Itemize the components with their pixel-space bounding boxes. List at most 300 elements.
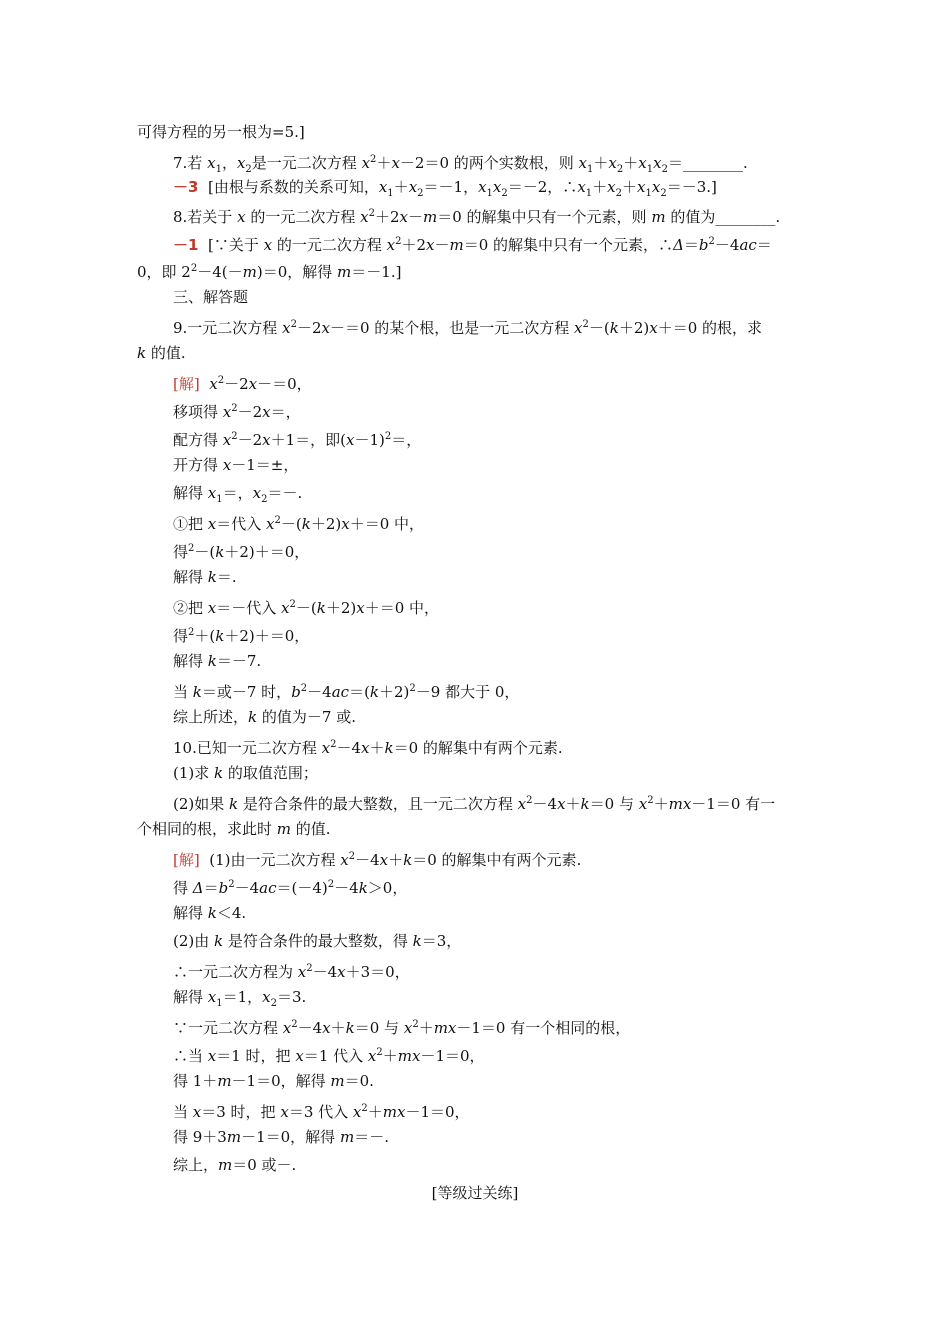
text-segment: 2 (376, 1047, 383, 1058)
text-segment: m (217, 1072, 232, 1090)
text-segment: ＝3 代入 (288, 1103, 353, 1121)
text-segment: 2 (188, 627, 195, 638)
text-segment: ， (221, 154, 237, 172)
text-segment: x (248, 375, 258, 393)
text-segment: (1)由一元二次方程 (199, 851, 341, 869)
text-segment: x (378, 178, 388, 196)
text-segment: k (345, 1019, 355, 1037)
text-segment: －9 都大于 0， (415, 683, 520, 701)
text-segment: 2 (231, 431, 238, 442)
text-segment: 得 (173, 543, 189, 561)
text-segment: x (492, 178, 502, 196)
text-line (173, 1127, 389, 1147)
text-segment: ①把 (173, 515, 208, 533)
text-segment: x (517, 795, 527, 813)
text-segment (200, 375, 210, 393)
text-segment: ＝1， (222, 988, 263, 1006)
text-segment: ＋＝0 的根，求 (657, 319, 763, 337)
text-segment: x (280, 1103, 289, 1121)
text-segment: x (281, 599, 290, 617)
text-segment: ＝， (222, 484, 253, 502)
text-segment: m (337, 263, 352, 281)
text-segment: 三、解答题 (173, 288, 249, 306)
text-segment: ＋ (369, 739, 385, 757)
text-segment: 2 (300, 683, 308, 694)
text-segment: (1)求 (173, 764, 215, 782)
text-segment: x (578, 154, 587, 172)
text-segment: (2)如果 (173, 795, 230, 813)
text-segment: k (248, 708, 258, 726)
text-line (173, 455, 298, 475)
text-segment: x (341, 515, 350, 533)
text-line (173, 483, 302, 510)
text-segment: k (316, 599, 326, 617)
text-segment: x (282, 1019, 292, 1037)
text-line (173, 399, 301, 422)
text-segment: 9.一元二次方程 (173, 319, 283, 337)
text-segment: x (653, 154, 662, 172)
text-segment: m (339, 1128, 355, 1146)
text-segment: 1 (587, 164, 594, 175)
text-segment: 2 (245, 164, 252, 175)
text-segment: 0，即 2 (137, 263, 191, 281)
text-segment: k (384, 739, 394, 757)
text-segment: k (229, 795, 239, 813)
text-segment: ＋ (565, 795, 581, 813)
text-segment: ＋ (623, 154, 639, 172)
text-segment: x (352, 1103, 362, 1121)
text-segment: ＋ (376, 154, 392, 172)
text-segment: 得 1＋ (173, 1072, 218, 1090)
text-segment: k (214, 764, 224, 782)
text-segment: [解] (173, 375, 200, 393)
text-segment: －4 (532, 795, 558, 813)
text-segment: －1＝0，解得 (241, 1128, 340, 1146)
text-segment: x (207, 515, 217, 533)
text-segment: k (214, 932, 224, 950)
text-segment: k (609, 319, 619, 337)
text-segment: mx (668, 795, 692, 813)
text-segment: k (215, 627, 225, 645)
text-line (173, 791, 775, 814)
text-segment: 2 (306, 963, 313, 974)
text-segment: 7.若 (173, 154, 208, 172)
text-line (173, 511, 424, 534)
text-segment: 2 (395, 236, 402, 247)
text-line (173, 204, 780, 227)
text-segment: －( (280, 515, 302, 533)
text-segment: (2)由 (173, 932, 215, 950)
text-segment: x (608, 154, 617, 172)
text-segment: 得 (173, 879, 193, 897)
text-segment: 1 (486, 188, 493, 199)
text-segment: m (422, 208, 438, 226)
text-segment: x (207, 1047, 217, 1065)
text-segment: 2 (327, 879, 335, 890)
text-segment: ＋2) (618, 319, 650, 337)
text-segment: ac (739, 236, 757, 254)
text-segment: 当 (173, 1103, 193, 1121)
text-segment: ＋2)＋＝0， (224, 543, 310, 561)
text-segment: 2 (361, 1103, 368, 1114)
text-segment: ＝－1.] (351, 263, 402, 281)
text-segment: ＋ (393, 178, 409, 196)
text-segment: ＝或－7 时， (201, 683, 292, 701)
text-segment: 的一元二次方程 (272, 236, 387, 254)
text-segment: x (321, 319, 330, 337)
text-segment: x (252, 484, 262, 502)
text-segment: x (321, 739, 331, 757)
text-segment: 2 (291, 1019, 298, 1030)
text-segment: ＝， (270, 403, 301, 421)
text-segment: 解得 (173, 484, 208, 502)
text-segment: ＋2) (310, 515, 342, 533)
text-segment: －4 (714, 236, 740, 254)
text-segment: 得 9＋3 (173, 1128, 227, 1146)
text-segment: x (426, 236, 435, 254)
text-segment: x (638, 154, 647, 172)
text-segment: ＋2) (379, 683, 410, 701)
text-segment: ＋1＝，即( (270, 431, 347, 449)
text-segment: 的一元二次方程 (245, 208, 361, 226)
text-segment: 2 (660, 188, 667, 199)
text-segment: 可得方程的另一根为=5.] (137, 123, 305, 141)
text-segment: －1＝0， (420, 1047, 485, 1065)
text-segment: 2 (501, 188, 508, 199)
text-segment: ＋2) (325, 599, 357, 617)
text-segment: －＝0 的某个根，也是一元二次方程 (329, 319, 575, 337)
text-segment: x (192, 1103, 202, 1121)
text-segment: k (369, 683, 380, 701)
text-segment: ＝3 时，把 (201, 1103, 281, 1121)
text-segment: ＝－3.] (666, 178, 717, 196)
text-line (137, 819, 331, 839)
text-segment: ＝0 或－. (232, 1156, 297, 1174)
text-segment: －2 (224, 375, 249, 393)
text-segment: x (478, 178, 487, 196)
text-segment: x (207, 154, 216, 172)
text-segment: m (226, 1128, 242, 1146)
text-line (137, 259, 401, 282)
text-segment: mx (397, 1047, 421, 1065)
text-segment: －2＝0 的两个实数根，则 (399, 154, 579, 172)
text-segment: x (266, 515, 275, 533)
text-line (173, 903, 246, 923)
text-segment: x (207, 484, 217, 502)
text-segment: ＋＝0 中， (349, 515, 425, 533)
text-line (173, 595, 439, 618)
text-line (173, 763, 318, 783)
text-segment: －4 (334, 879, 359, 897)
text-segment: －1＝0 有一个相同的根， (456, 1019, 631, 1037)
text-segment: [由根与系数的关系可知， (198, 178, 379, 196)
text-segment: － (407, 208, 423, 226)
text-segment: m (218, 1156, 233, 1174)
text-segment: 2 (384, 431, 392, 442)
text-segment: －1) (354, 431, 385, 449)
text-segment: m (242, 263, 257, 281)
text-segment: ＋3＝0， (345, 963, 410, 981)
text-segment: k (358, 879, 368, 897)
text-line (173, 232, 772, 255)
text-line (173, 987, 306, 1014)
text-segment: ＝________. (667, 154, 748, 172)
text-segment: －4 (336, 739, 362, 757)
text-segment: x (337, 963, 346, 981)
text-segment: ＋ (622, 178, 638, 196)
text-segment: x (209, 375, 218, 393)
text-segment: ＝ (756, 236, 772, 254)
text-line (173, 539, 309, 562)
text-segment: 解得 (173, 904, 208, 922)
text-segment: 开方得 (173, 456, 223, 474)
text-segment: m (330, 1072, 345, 1090)
text-segment: Δ (192, 879, 204, 897)
text-segment: 2 (582, 319, 589, 330)
text-segment: ＝3. (277, 988, 307, 1006)
text-segment: 的值为________. (665, 208, 781, 226)
text-segment: k (192, 683, 202, 701)
text-segment: 当 (173, 683, 193, 701)
text-line (173, 679, 519, 702)
text-segment: ＋( (194, 627, 216, 645)
text-segment: 是符合条件的最大整数，得 (223, 932, 413, 950)
text-line (137, 122, 305, 142)
text-segment: 综上所述， (173, 708, 249, 726)
text-line (173, 735, 563, 758)
text-segment: k (301, 515, 311, 533)
text-segment: x (399, 208, 408, 226)
text-segment: x (649, 319, 658, 337)
text-segment: x (222, 403, 232, 421)
text-segment: 10.已知一元二次方程 (173, 739, 322, 757)
text-segment: k (215, 543, 225, 561)
text-segment: 1 (216, 998, 223, 1009)
text-segment: 2 (647, 795, 654, 806)
text-segment: － (434, 236, 450, 254)
text-segment: x (651, 178, 661, 196)
text-segment: ＋ (418, 1019, 434, 1037)
text-segment: x (367, 1047, 377, 1065)
text-segment: ＝0 与 (589, 795, 639, 813)
text-segment: 2 (616, 164, 624, 175)
text-segment: ∵一元二次方程 (173, 1019, 283, 1037)
text-segment: ＝0. (344, 1072, 374, 1090)
text-segment: 是符合条件的最大整数，且一元二次方程 (238, 795, 518, 813)
text-segment: x (379, 851, 389, 869)
text-segment: ＝－. (267, 484, 303, 502)
text-segment: x (356, 599, 365, 617)
text-segment: －2 (237, 431, 263, 449)
text-segment: 2 (188, 543, 195, 554)
text-segment: －1＝0 有一 (691, 795, 776, 813)
section-heading (0, 1183, 950, 1203)
text-segment: ＋2 (401, 236, 427, 254)
text-line (173, 931, 461, 951)
text-segment: x (408, 178, 418, 196)
text-segment: x (557, 795, 566, 813)
text-segment: ＋ (593, 154, 609, 172)
text-segment: mx (433, 1019, 457, 1037)
text-segment: －1＝0，解得 (231, 1072, 331, 1090)
text-segment: －( (295, 599, 317, 617)
text-segment: 的值. (291, 820, 331, 838)
text-segment: 1 (216, 494, 223, 505)
text-segment: ＋ (388, 851, 404, 869)
text-segment: 8.若关于 (173, 208, 238, 226)
text-segment: ＝3， (421, 932, 462, 950)
text-segment: k (207, 652, 217, 670)
text-segment: 移项得 (173, 403, 223, 421)
text-segment: k (403, 851, 413, 869)
text-segment: ac (331, 683, 350, 701)
text-segment: k (207, 904, 217, 922)
text-segment: ＝－代入 (216, 599, 282, 617)
text-line (173, 847, 581, 870)
text-segment: 综上， (173, 1156, 219, 1174)
text-segment: ＋ (330, 1019, 346, 1037)
text-segment: x (607, 178, 616, 196)
text-segment: mx (382, 1103, 406, 1121)
text-segment: 1 (646, 164, 654, 175)
text-segment: ＝－7. (216, 652, 262, 670)
text-segment: x (222, 431, 232, 449)
text-segment: ②把 (173, 599, 208, 617)
text-segment: 2 (348, 851, 356, 862)
text-segment: x (237, 208, 246, 226)
text-segment: x (262, 431, 271, 449)
text-segment: 2 (615, 188, 623, 199)
text-segment: x (574, 319, 583, 337)
text-segment: 2 (274, 515, 281, 526)
text-segment: ＝－. (354, 1128, 389, 1146)
text-segment: x (638, 795, 648, 813)
text-segment: x (282, 319, 291, 337)
text-segment: ＜4. (216, 904, 247, 922)
text-line (173, 623, 309, 646)
text-line (173, 959, 410, 982)
text-segment: 2 (261, 494, 268, 505)
text-segment: x (360, 208, 369, 226)
text-segment: －3 (173, 178, 199, 196)
text-segment: ＝( (349, 683, 370, 701)
text-segment: ＝0 的解集中只有一个元素，则 (437, 208, 652, 226)
text-segment: 配方得 (173, 431, 223, 449)
text-segment: 1 (645, 188, 652, 199)
text-segment: －( (194, 543, 216, 561)
text-line (173, 875, 407, 898)
text-segment: k (207, 568, 217, 586)
text-line (173, 1155, 296, 1175)
text-segment: 2 (409, 683, 416, 694)
text-segment: 解得 (173, 652, 208, 670)
text-segment: x (295, 1047, 304, 1065)
text-segment: ＝， (391, 431, 422, 449)
text-segment: 个相同的根，求此时 (137, 820, 277, 838)
text-segment: [解] (173, 851, 200, 869)
text-line (173, 651, 261, 671)
text-segment: 2 (708, 236, 715, 247)
text-segment: －2 (237, 403, 263, 421)
text-segment: －4(－ (197, 263, 243, 281)
text-segment: 的取值范围； (223, 764, 318, 782)
text-segment: x (346, 431, 355, 449)
text-segment: 解得 (173, 988, 208, 1006)
text-line (173, 1071, 374, 1091)
text-segment: x (262, 403, 271, 421)
text-segment: ac (259, 879, 277, 897)
text-segment: 1 (387, 188, 394, 199)
text-segment: ∴一元二次方程为 (173, 963, 298, 981)
text-segment: 2 (270, 998, 278, 1009)
text-segment: x (361, 154, 371, 172)
text-segment: －4 (312, 963, 338, 981)
text-line (137, 343, 186, 363)
text-segment: ＋2 (374, 208, 400, 226)
text-line (173, 427, 421, 450)
text-segment: 2 (231, 403, 238, 414)
text-segment: 1 (585, 188, 593, 199)
text-segment: 得 (173, 627, 189, 645)
text-segment: [∵关于 (198, 236, 264, 254)
text-segment: 2 (289, 599, 296, 610)
text-segment: x (297, 963, 307, 981)
text-segment: x (577, 178, 586, 196)
text-segment: x (207, 599, 217, 617)
text-segment: ＋ (367, 1103, 383, 1121)
text-segment: ＝(－4) (276, 879, 328, 897)
text-line (173, 177, 717, 204)
text-segment: －1＝0， (405, 1103, 470, 1121)
text-segment: b (291, 683, 301, 701)
text-segment: 2 (228, 879, 235, 890)
text-segment: b (698, 236, 709, 254)
text-segment: ＝ (203, 879, 219, 897)
text-segment: m (651, 208, 666, 226)
text-line (173, 371, 312, 394)
text-segment: 2 (526, 795, 533, 806)
text-segment: ∴当 (173, 1047, 208, 1065)
text-segment: ＝. (216, 568, 237, 586)
text-segment: 2 (290, 319, 297, 330)
text-segment: x (262, 988, 271, 1006)
text-segment: ＝0 的解集中有两个元素. (393, 739, 563, 757)
text-segment: ＋ (592, 178, 608, 196)
text-segment: ＝0 与 (354, 1019, 404, 1037)
text-segment: m (276, 820, 292, 838)
text-segment: －2 (296, 319, 322, 337)
text-segment: ＝代入 (216, 515, 267, 533)
text-segment: －4 (355, 851, 380, 869)
text-segment: ＋ (382, 1047, 398, 1065)
text-segment: x (403, 1019, 413, 1037)
text-segment: k (137, 344, 147, 362)
text-segment: x (222, 456, 232, 474)
text-segment: 是一元二次方程 (251, 154, 362, 172)
text-segment: ＝1 代入 (303, 1047, 368, 1065)
text-segment: k (412, 932, 422, 950)
text-line (173, 567, 237, 587)
text-segment: －4 (307, 683, 332, 701)
text-segment: 2 (661, 164, 668, 175)
text-segment: 2 (217, 375, 225, 386)
text-segment: )＝0，解得 (256, 263, 338, 281)
text-segment: m (449, 236, 464, 254)
text-segment: x (361, 739, 370, 757)
text-line (173, 1099, 470, 1122)
text-segment: ＝－2，∴ (507, 178, 578, 196)
text-segment: －4 (297, 1019, 323, 1037)
